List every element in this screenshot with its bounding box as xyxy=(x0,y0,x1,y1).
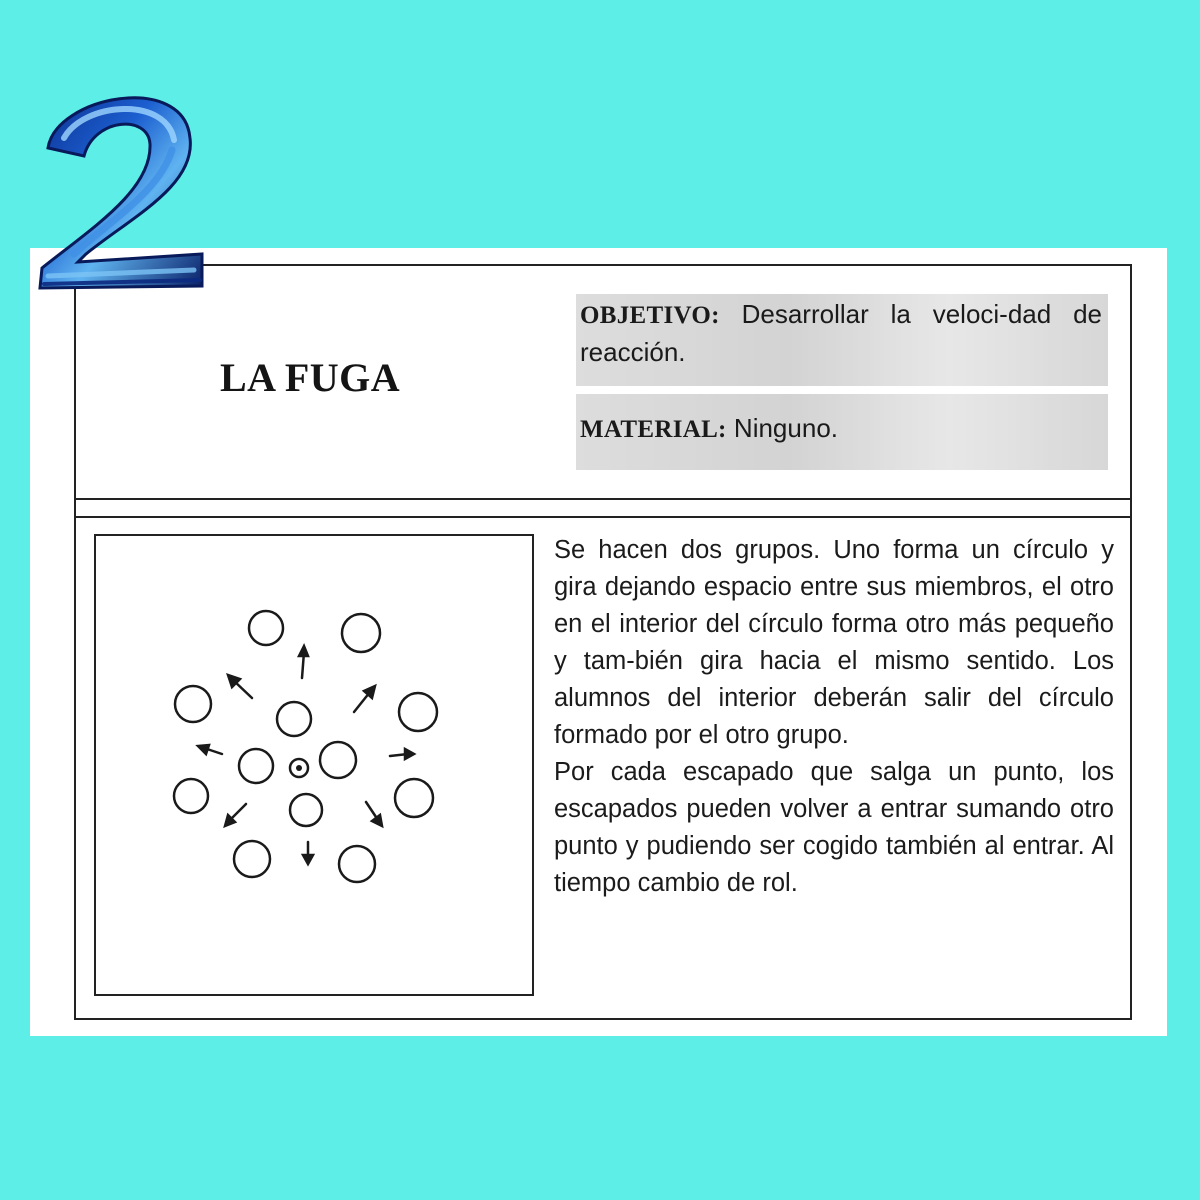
activity-title: LA FUGA xyxy=(220,355,401,400)
material-field xyxy=(580,410,1102,448)
outer-player xyxy=(395,779,433,817)
double-rule xyxy=(76,516,1130,518)
header-panel xyxy=(76,266,1130,500)
outer-player xyxy=(175,686,211,722)
card-frame xyxy=(74,264,1132,1020)
outer-player xyxy=(234,841,270,877)
outer-player xyxy=(249,611,283,645)
outer-player xyxy=(339,846,375,882)
number-two-logo xyxy=(34,78,210,294)
arrow-head xyxy=(372,815,382,826)
arrow-head xyxy=(303,855,313,864)
arrow-head xyxy=(299,646,308,656)
outer-player xyxy=(399,693,437,731)
objective-text: Desarrollar la veloci-dad de reacción. xyxy=(580,299,1103,367)
formation-diagram xyxy=(94,534,534,996)
arrow-head xyxy=(198,745,209,754)
inner-player xyxy=(320,742,356,778)
material-text: Ninguno. xyxy=(733,413,838,443)
objective-field xyxy=(580,296,1102,370)
inner-player xyxy=(277,702,311,736)
formation-drawing xyxy=(96,536,532,994)
description-paragraph: Se hacen dos grupos. Uno forma un círculo y gira dejando espacio entre sus miembros, el otro en el interior del círculo forma otro más pequeño y tam-bién gira hacia el mismo sentido. Los alumnos del interior deberán salir del círculo formado por el otro grupo. xyxy=(554,536,1114,749)
arrow xyxy=(230,804,246,820)
activity-card xyxy=(30,248,1167,1036)
outer-player xyxy=(342,614,380,652)
inner-player xyxy=(290,794,322,826)
outer-player xyxy=(174,779,208,813)
arrow-head xyxy=(405,749,414,759)
center-dot xyxy=(296,765,302,771)
objective-label: OBJETIVO: xyxy=(580,302,720,329)
inner-player xyxy=(239,749,273,783)
material-label: MATERIAL: xyxy=(580,416,727,443)
description-paragraph: Por cada escapado que salga un punto, los escapados pueden volver a entrar sumando otro punto y pudiendo ser cogido también al entrar. Al tiempo cambio de rol. xyxy=(554,758,1114,897)
activity-description xyxy=(554,532,1114,902)
